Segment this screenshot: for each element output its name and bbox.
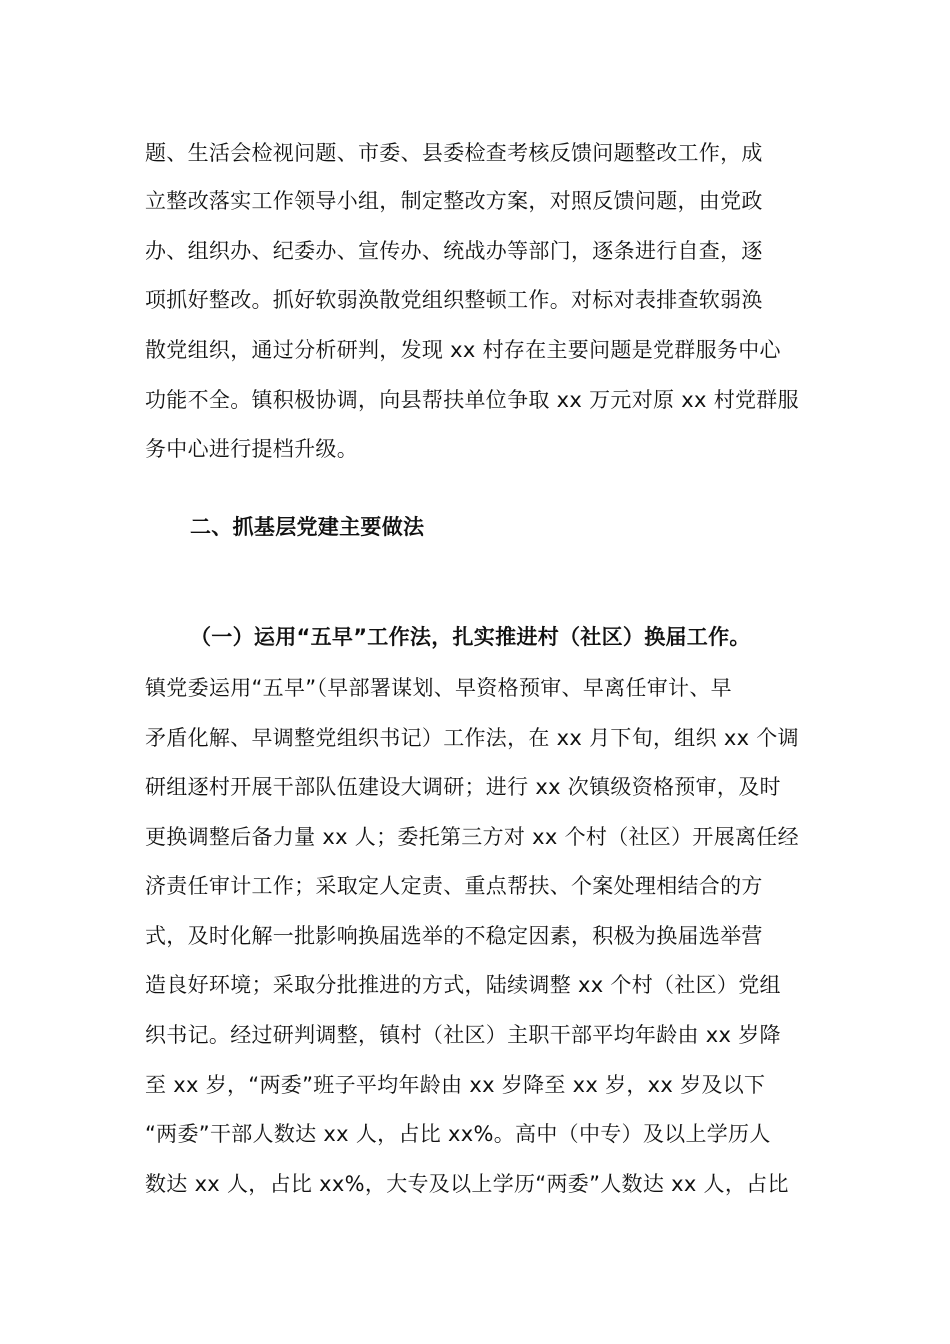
paragraph1-line-1: 题、生活会检视问题、市委、县委检查考核反馈问题整改工作，成 — [145, 141, 763, 165]
paragraph2-line-9: 至 xx 岁，“两委”班子平均年龄由 xx 岁降至 xx 岁，xx 岁及以下 — [145, 1073, 766, 1097]
paragraph1-line-5: 散党组织，通过分析研判，发现 xx 村存在主要问题是党群服务中心 — [145, 338, 781, 362]
section-heading: 二、抓基层党建主要做法 — [190, 515, 425, 539]
paragraph1-line-2: 立整改落实工作领导小组，制定整改方案，对照反馈问题，由党政 — [145, 189, 763, 213]
paragraph2-line-2: 矛盾化解、早调整党组织书记）工作法，在 xx 月下旬，组织 xx 个调 — [145, 726, 799, 750]
paragraph1-line-3: 办、组织办、纪委办、宣传办、统战办等部门，逐条进行自查，逐 — [145, 239, 763, 263]
paragraph1-line-7: 务中心进行提档升级。 — [145, 437, 358, 461]
paragraph1-line-6: 功能不全。镇积极协调，向县帮扶单位争取 xx 万元对原 xx 村党群服 — [145, 388, 799, 412]
paragraph2-line-6: 式，及时化解一批影响换届选举的不稳定因素，积极为换届选举营 — [145, 924, 763, 948]
paragraph2-line-5: 济责任审计工作；采取定人定责、重点帮扶、个案处理相结合的方 — [145, 874, 763, 898]
paragraph2-line-8: 织书记。经过研判调整，镇村（社区）主职干部平均年龄由 xx 岁降 — [145, 1023, 781, 1047]
subsection-heading: （一）运用“五早”工作法，扎实推进村（社区）换届工作。 — [190, 625, 751, 649]
paragraph1-line-4: 项抓好整改。抓好软弱涣散党组织整顿工作。对标对表排查软弱涣 — [145, 288, 763, 312]
paragraph2-line-10: “两委”干部人数达 xx 人，占比 xx%。高中（中专）及以上学历人 — [145, 1122, 771, 1146]
paragraph2-line-7: 造良好环境；采取分批推进的方式，陆续调整 xx 个村（社区）党组 — [145, 973, 781, 997]
paragraph2-line-3: 研组逐村开展干部队伍建设大调研；进行 xx 次镇级资格预审，及时 — [145, 775, 781, 799]
paragraph2-line-1: 镇党委运用“五早”（早部署谋划、早资格预审、早离任审计、早 — [145, 676, 732, 700]
paragraph2-line-11: 数达 xx 人，占比 xx%，大专及以上学历“两委”人数达 xx 人，占比 — [145, 1172, 789, 1196]
paragraph2-line-4: 更换调整后备力量 xx 人；委托第三方对 xx 个村（社区）开展离任经 — [145, 825, 799, 849]
